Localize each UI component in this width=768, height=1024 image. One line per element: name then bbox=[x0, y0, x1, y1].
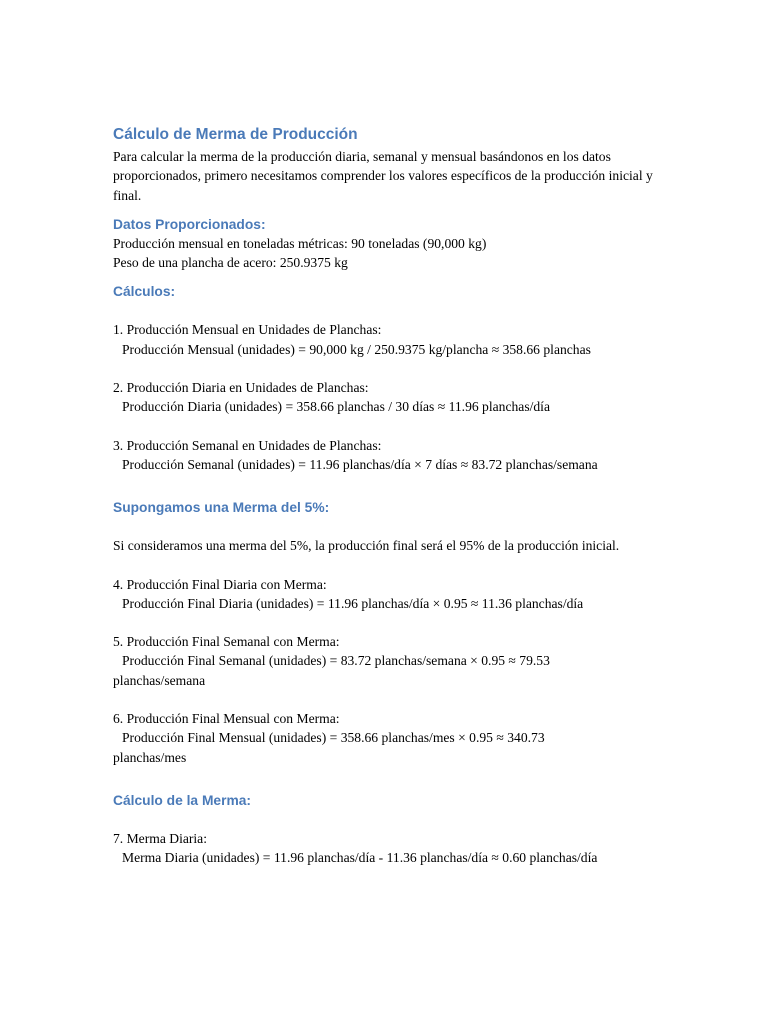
merma-intro: Si consideramos una merma del 5%, la producción final será el 95% de la producción inicial. bbox=[113, 538, 620, 554]
merma-item-5-title: 5. Producción Final Semanal con Merma: bbox=[113, 634, 340, 650]
section-heading-calculos: Cálculos: bbox=[113, 284, 176, 300]
spacer bbox=[113, 474, 673, 498]
spacer bbox=[113, 767, 673, 791]
calculo-item-2-title: 2. Producción Diaria en Unidades de Planchas: bbox=[113, 380, 369, 396]
spacer bbox=[113, 810, 673, 829]
merma-item-5-formula: Producción Final Semanal (unidades) = 83.72 planchas/semana × 0.95 ≈ 79.53 bbox=[122, 653, 550, 669]
merma-item-6-continuation: planchas/mes bbox=[113, 749, 187, 765]
spacer bbox=[113, 613, 673, 632]
spacer bbox=[113, 359, 673, 378]
section-heading-calculo-merma: Cálculo de la Merma: bbox=[113, 792, 252, 808]
spacer bbox=[113, 556, 673, 575]
spacer bbox=[113, 517, 673, 536]
merma-item-4-title: 4. Producción Final Diaria con Merma: bbox=[113, 576, 327, 592]
spacer bbox=[113, 205, 673, 215]
calculo-item-3-formula: Producción Semanal (unidades) = 11.96 planchas/día × 7 días ≈ 83.72 planchas/semana bbox=[122, 456, 598, 472]
intro-paragraph: Para calcular la merma de la producción diaria, semanal y mensual basándonos en los datos proporcionados, primero necesitamos comprender los valores específicos de la producción inicial y final. bbox=[113, 149, 653, 203]
merma-item-6-title: 6. Producción Final Mensual con Merma: bbox=[113, 711, 340, 727]
calculo-item-1-title: 1. Producción Mensual en Unidades de Planchas: bbox=[113, 322, 382, 338]
calculo-item-1-formula: Producción Mensual (unidades) = 90,000 kg / 250.9375 kg/plancha ≈ 358.66 planchas bbox=[122, 341, 591, 357]
merma-item-6-formula: Producción Final Mensual (unidades) = 358.66 planchas/mes × 0.95 ≈ 340.73 bbox=[122, 730, 545, 746]
spacer bbox=[113, 301, 673, 320]
merma-item-5-continuation: planchas/semana bbox=[113, 672, 206, 688]
document-body bbox=[113, 124, 673, 868]
spacer bbox=[113, 690, 673, 709]
merma-item-7-title: 7. Merma Diaria: bbox=[113, 830, 207, 846]
spacer bbox=[113, 272, 673, 282]
datos-line-2: Peso de una plancha de acero: 250.9375 kg bbox=[113, 255, 348, 271]
section-heading-datos: Datos Proporcionados: bbox=[113, 216, 266, 232]
merma-item-4-formula: Producción Final Diaria (unidades) = 11.96 planchas/día × 0.95 ≈ 11.36 planchas/día bbox=[122, 595, 584, 611]
document-title: Cálculo de Merma de Producción bbox=[113, 126, 358, 143]
datos-line-1: Producción mensual en toneladas métricas: 90 toneladas (90,000 kg) bbox=[113, 235, 487, 251]
spacer bbox=[113, 417, 673, 436]
calculo-item-2-formula: Producción Diaria (unidades) = 358.66 planchas / 30 días ≈ 11.96 planchas/día bbox=[122, 399, 550, 415]
merma-item-7-formula: Merma Diaria (unidades) = 11.96 planchas/día - 11.36 planchas/día ≈ 0.60 planchas/día bbox=[122, 850, 598, 866]
section-heading-merma: Supongamos una Merma del 5%: bbox=[113, 500, 330, 516]
calculo-item-3-title: 3. Producción Semanal en Unidades de Planchas: bbox=[113, 437, 382, 453]
